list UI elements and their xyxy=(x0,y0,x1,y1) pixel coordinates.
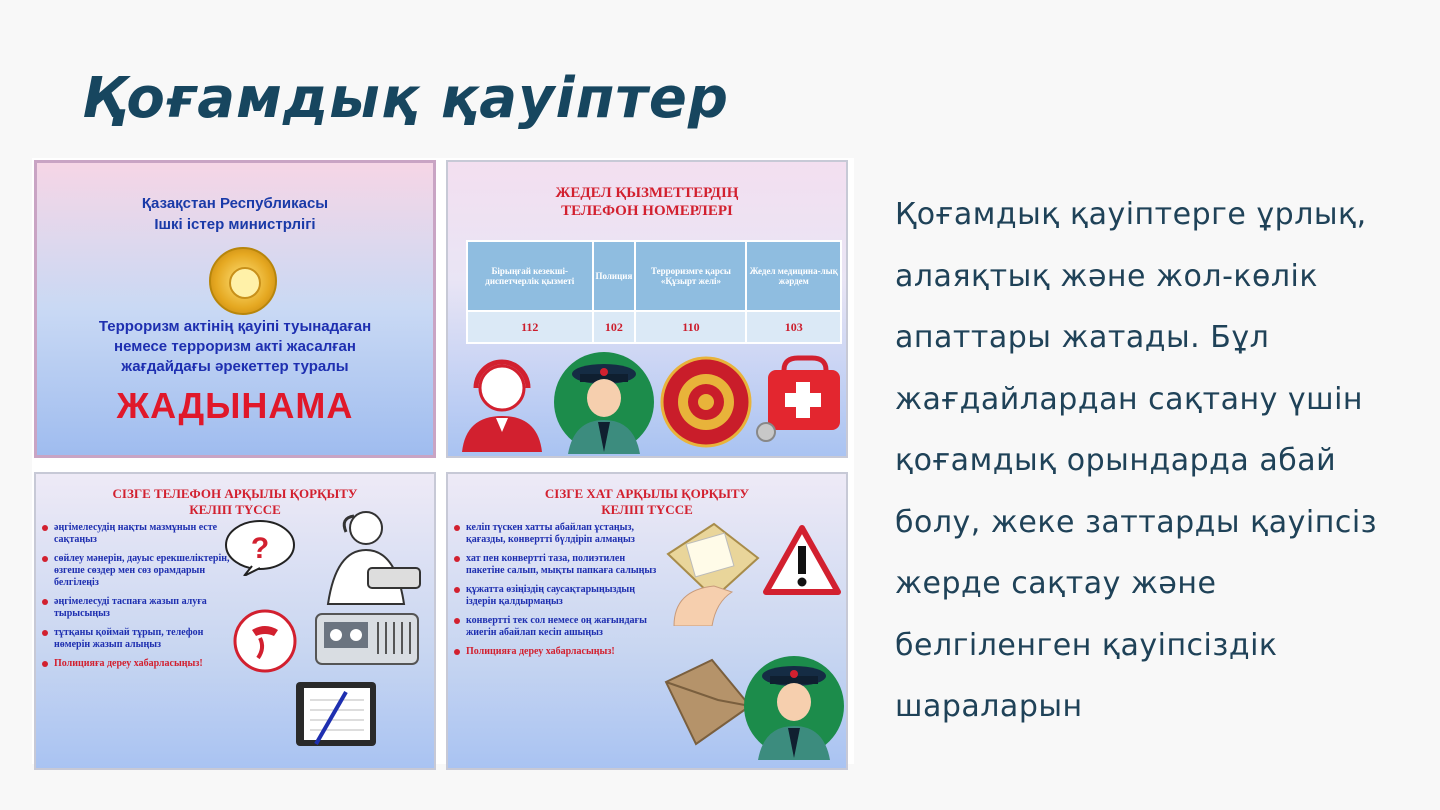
memo-heading-line: Қазақстан Республикасы xyxy=(141,195,329,212)
list-item: конвертті тек сол немесе оң жағындағы жиегін абайлап кесіп ашыңыз xyxy=(454,615,662,639)
memo-subtitle xyxy=(37,317,433,377)
emergency-numbers-panel xyxy=(446,160,848,458)
memo-big-title: ЖАДЫНАМА xyxy=(116,385,354,426)
phone-threat-heading-line: КЕЛІП ТҮССЕ xyxy=(189,502,281,517)
police-officer-icon xyxy=(744,648,844,760)
anti-terror-emblem-icon xyxy=(660,356,752,448)
package-envelope-icon xyxy=(658,654,754,750)
list-item: әңгімелесуді таспаға жазып алуға тырысыңыз xyxy=(42,596,242,620)
phone-table-header: Полиция xyxy=(593,241,636,311)
memo-subtitle-line: немесе терроризм акті жасалған xyxy=(114,338,356,355)
warning-sign-icon xyxy=(762,524,842,596)
phone-table-header: Бірыңғай кезекші-диспетчерлік қызметі xyxy=(467,241,593,311)
emergency-heading xyxy=(448,184,846,220)
list-item: сөйлеу мәнерін, дауыс ерекшеліктерін, өзгеше сөздер мен сөз орамдарын белгілеңіз xyxy=(42,553,242,589)
man-on-phone-icon xyxy=(306,504,426,614)
phone-number: 112 xyxy=(467,311,593,343)
list-item: тұтқаны қоймай тұрып, телефон нөмерін жазып алыңыз xyxy=(42,627,242,651)
body-paragraph: Қоғамдық қауіптерге ұрлық, алаяқтық және жол-көлік апаттары жатады. Бұл жағдайлардан сақтану үшін қоғамдық орындарда абай болу, жеке заттарды қауіпсіз жерде сақтау және белгіленген қауіпсіздік шараларын xyxy=(895,197,1378,724)
image-collage xyxy=(32,158,854,764)
notebook-pen-icon xyxy=(286,674,386,754)
phone-number: 102 xyxy=(593,311,636,343)
phone-threat-panel xyxy=(34,472,436,770)
list-item: келіп түскен хатты абайлап ұстаңыз, қағазды, конвертті бүлдіріп алмаңыз xyxy=(454,522,662,546)
phone-threat-list xyxy=(42,522,242,677)
svg-text:?: ? xyxy=(250,532,270,565)
envelope-hand-icon xyxy=(658,514,762,626)
emblem-icon xyxy=(209,247,277,315)
phone-table-header: Терроризмге қарсы «Құзырт желі» xyxy=(635,241,746,311)
memo-heading xyxy=(37,193,433,235)
memo-subtitle-line: Терроризм актінің қауіпі туынадаған xyxy=(98,318,372,335)
list-item: хат пен конвертті таза, полиэтилен пакетіне салып, мықты папкаға салыңыз xyxy=(454,553,662,577)
phone-handset-icon xyxy=(232,608,298,674)
memo-heading-line: Ішкі істер министрлігі xyxy=(154,216,316,233)
phone-number: 103 xyxy=(746,311,841,343)
list-item: құжатта өзіңіздің саусақтарыңыздың іздерін қалдырмаңыз xyxy=(454,584,662,608)
letter-threat-panel xyxy=(446,472,848,770)
list-item: Полицияға дереу хабарласыңыз! xyxy=(42,658,242,670)
emergency-heading-line: ЖЕДЕЛ ҚЫЗМЕТТЕРДІҢ xyxy=(555,185,739,201)
police-officer-icon xyxy=(554,350,654,454)
letter-threat-heading-line: КЕЛІП ТҮССЕ xyxy=(601,502,693,517)
question-bubble-icon xyxy=(222,518,298,576)
phone-table-header: Жедел медицина-лық жәрдем xyxy=(746,241,841,311)
operator-icon xyxy=(456,352,548,452)
phone-threat-heading-line: СІЗГЕ ТЕЛЕФОН АРҚЫЛЫ ҚОРҚЫТУ xyxy=(112,486,358,501)
letter-threat-heading xyxy=(448,486,846,518)
list-item: Полицияға дереу хабарласыңыз! xyxy=(454,646,662,658)
letter-threat-list xyxy=(454,522,662,665)
phone-number: 110 xyxy=(635,311,746,343)
memo-subtitle-line: жағдайдағы әрекеттер туралы xyxy=(121,358,349,375)
memo-panel xyxy=(34,160,436,458)
tape-recorder-icon xyxy=(312,608,422,668)
phone-table xyxy=(466,240,842,344)
emergency-heading-line: ТЕЛЕФОН НОМЕРЛЕРІ xyxy=(561,203,733,219)
letter-threat-heading-line: СІЗГЕ ХАТ АРҚЫЛЫ ҚОРҚЫТУ xyxy=(544,486,750,501)
slide-title: Қоғамдық қауіптер xyxy=(82,66,729,131)
first-aid-kit-icon xyxy=(754,350,844,446)
list-item: әңгімелесудің нақты мазмұнын есте сақтаңыз xyxy=(42,522,242,546)
